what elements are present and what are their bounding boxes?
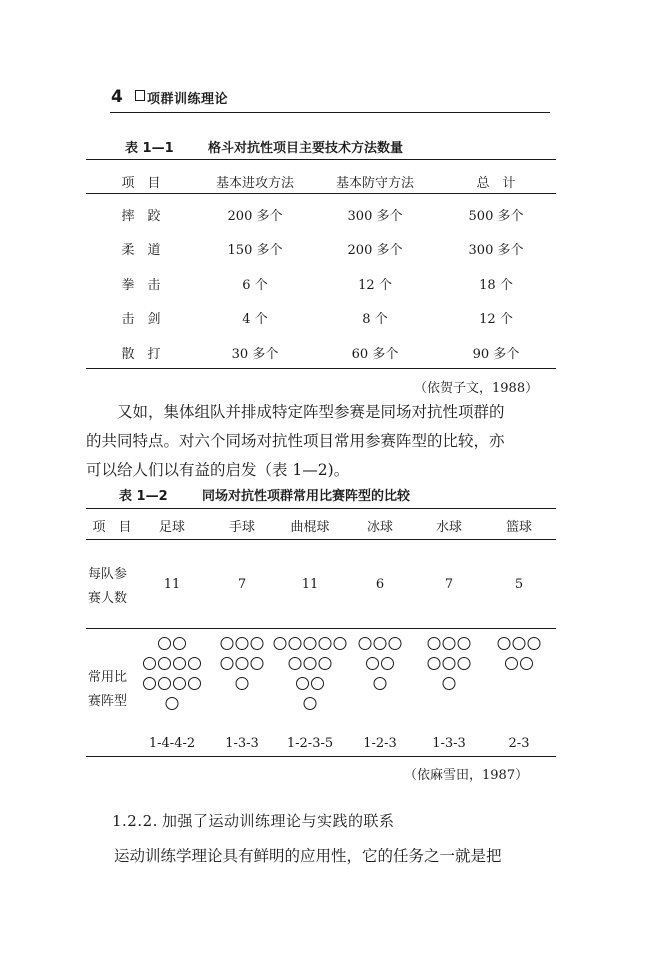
player-circle-icon	[458, 637, 471, 650]
formation-row	[374, 677, 387, 690]
table1-cell: 6 个	[242, 278, 268, 293]
players-cell: 7	[444, 577, 454, 592]
table1-cell: 200 多个	[227, 209, 283, 224]
table1-cell: 12 个	[479, 312, 513, 327]
player-circle-icon	[251, 637, 264, 650]
formation-row	[236, 677, 249, 690]
player-circle-icon	[389, 637, 402, 650]
player-circle-icon	[221, 657, 234, 670]
player-circle-icon	[188, 677, 201, 690]
player-circle-icon	[443, 637, 456, 650]
table2-header-item: 项 目	[92, 520, 132, 535]
table1-header-rule	[86, 193, 556, 194]
player-circle-icon	[374, 677, 387, 690]
table1-cell: 散 打	[121, 347, 161, 362]
section-heading	[112, 810, 394, 831]
paragraph-line: 又如，集体组队并排成特定阵型参赛是同场对抗性项群的	[117, 403, 505, 421]
player-circle-icon	[236, 657, 249, 670]
formation-row	[366, 657, 394, 670]
formation-row	[359, 637, 402, 650]
table1-header-attack: 基本进攻方法	[215, 176, 295, 191]
table1-cell: 60 多个	[351, 347, 399, 362]
player-circle-icon	[173, 637, 186, 650]
table1-cell: 拳 击	[121, 278, 161, 293]
table2-header-icehockey: 冰球	[366, 520, 394, 535]
table1-header-item: 项 目	[121, 176, 161, 191]
formation-row	[221, 657, 264, 670]
table2-header-waterpolo: 水球	[435, 520, 463, 535]
player-circle-icon	[296, 677, 309, 690]
formation-row	[158, 637, 186, 650]
player-circle-icon	[458, 657, 471, 670]
player-circle-icon	[359, 637, 372, 650]
table2-header-handball: 手球	[228, 520, 256, 535]
header-rule	[110, 112, 550, 113]
players-cell: 7	[237, 577, 247, 592]
player-circle-icon	[498, 637, 511, 650]
player-circle-icon	[236, 677, 249, 690]
player-circle-icon	[289, 637, 302, 650]
player-circle-icon	[443, 677, 456, 690]
player-circle-icon	[289, 657, 302, 670]
players-cell: 5	[514, 577, 524, 592]
player-circle-icon	[505, 657, 518, 670]
player-circle-icon	[304, 697, 317, 710]
player-circle-icon	[304, 657, 317, 670]
table2-header-basketball: 篮球	[505, 520, 533, 535]
formation-label-text: 1-2-3	[363, 736, 397, 751]
players-label: 每队参 赛人数	[88, 567, 128, 606]
formation-row	[428, 637, 471, 650]
player-circle-icon	[158, 637, 171, 650]
table1-cell: 300 多个	[347, 209, 403, 224]
player-circle-icon	[158, 657, 171, 670]
table2-header-hockey: 曲棍球	[290, 520, 330, 535]
table2-top-rule	[86, 508, 556, 509]
running-title: 项群训练理论	[147, 92, 229, 107]
formation-label-text: 2-3	[508, 736, 530, 751]
table1-source: （依贺子文，1988）	[414, 381, 539, 396]
paragraph-line: 可以给人们以有益的启发（表 1—2)。	[86, 461, 350, 479]
page-number: 4	[111, 87, 123, 107]
player-circle-icon	[428, 657, 441, 670]
section-number: 1.2.2.	[112, 812, 158, 830]
player-circle-icon	[443, 657, 456, 670]
players-cell: 11	[301, 577, 319, 592]
player-circle-icon	[366, 657, 379, 670]
player-circle-icon	[236, 637, 249, 650]
player-circle-icon	[528, 637, 541, 650]
formation-row	[221, 637, 264, 650]
table1-cell: 30 多个	[231, 347, 279, 362]
player-circle-icon	[311, 677, 324, 690]
player-circle-icon	[381, 657, 394, 670]
formation-row	[498, 637, 541, 650]
table1-caption-title: 格斗对抗性项目主要技术方法数量	[208, 141, 404, 156]
table2-header-football: 足球	[158, 520, 186, 535]
player-circle-icon	[173, 657, 186, 670]
table2-mid-rule	[86, 628, 556, 629]
players-cell: 6	[375, 577, 385, 592]
formation-label-text: 1-3-3	[432, 736, 466, 751]
formation-row	[296, 677, 324, 690]
player-circle-icon	[428, 637, 441, 650]
table1-cell: 击 剑	[121, 312, 161, 327]
player-circle-icon	[374, 637, 387, 650]
paragraph-line: 的共同特点。对六个同场对抗性项目常用参赛阵型的比较，亦	[86, 432, 505, 450]
table2-caption-id: 表 1—2	[119, 489, 168, 504]
player-circle-icon	[334, 637, 347, 650]
table1-cell: 4 个	[242, 312, 268, 327]
player-circle-icon	[221, 637, 234, 650]
formation-row	[443, 677, 456, 690]
table1-cell: 90 多个	[472, 347, 520, 362]
section-title: 加强了运动训练理论与实践的联系	[161, 812, 395, 830]
table1-cell: 150 多个	[227, 243, 283, 258]
player-circle-icon	[304, 637, 317, 650]
player-circle-icon	[143, 657, 156, 670]
table1-header-defense: 基本防守方法	[335, 176, 415, 191]
table1-cell: 8 个	[362, 312, 388, 327]
table2-bottom-rule	[86, 756, 556, 757]
table1-cell: 柔 道	[121, 243, 161, 258]
formation-row	[505, 657, 533, 670]
player-circle-icon	[251, 657, 264, 670]
formation-row	[143, 677, 201, 690]
table1-cell: 18 个	[479, 278, 513, 293]
formation-row	[428, 657, 471, 670]
table1-bottom-rule	[86, 368, 556, 369]
player-circle-icon	[319, 637, 332, 650]
formation-row	[166, 697, 179, 710]
formation-row	[274, 637, 347, 650]
formation-label-text: 1-4-4-2	[148, 736, 196, 751]
formation-label-text: 1-3-3	[225, 736, 259, 751]
player-circle-icon	[520, 657, 533, 670]
player-circle-icon	[158, 677, 171, 690]
player-circle-icon	[513, 637, 526, 650]
player-circle-icon	[188, 657, 201, 670]
table1-cell: 200 多个	[347, 243, 403, 258]
formation-label: 常用比 赛阵型	[88, 670, 128, 709]
players-cell: 11	[163, 577, 181, 592]
player-circle-icon	[319, 657, 332, 670]
table1-cell: 摔 跤	[121, 209, 161, 224]
header-box-icon	[135, 90, 145, 101]
table2-source: （依麻雪田，1987）	[404, 768, 529, 783]
formation-label-text: 1-2-3-5	[286, 736, 334, 751]
table1-caption-id: 表 1—1	[125, 141, 174, 156]
player-circle-icon	[274, 637, 287, 650]
body-paragraph	[86, 398, 556, 485]
formation-row	[289, 657, 332, 670]
table2-caption-title: 同场对抗性项群常用比赛阵型的比较	[202, 489, 411, 504]
table1-cell: 12 个	[358, 278, 392, 293]
table1-top-rule	[86, 159, 556, 160]
formation-row	[304, 697, 317, 710]
player-circle-icon	[143, 677, 156, 690]
table1-cell: 500 多个	[468, 209, 524, 224]
player-circle-icon	[173, 677, 186, 690]
body-last-line: 运动训练学理论具有鲜明的应用性，它的任务之一就是把	[114, 847, 502, 865]
table2-header-rule	[86, 539, 556, 540]
player-circle-icon	[166, 697, 179, 710]
table1-cell: 300 多个	[468, 243, 524, 258]
formation-row	[143, 657, 201, 670]
table1-header-total: 总 计	[476, 176, 516, 191]
